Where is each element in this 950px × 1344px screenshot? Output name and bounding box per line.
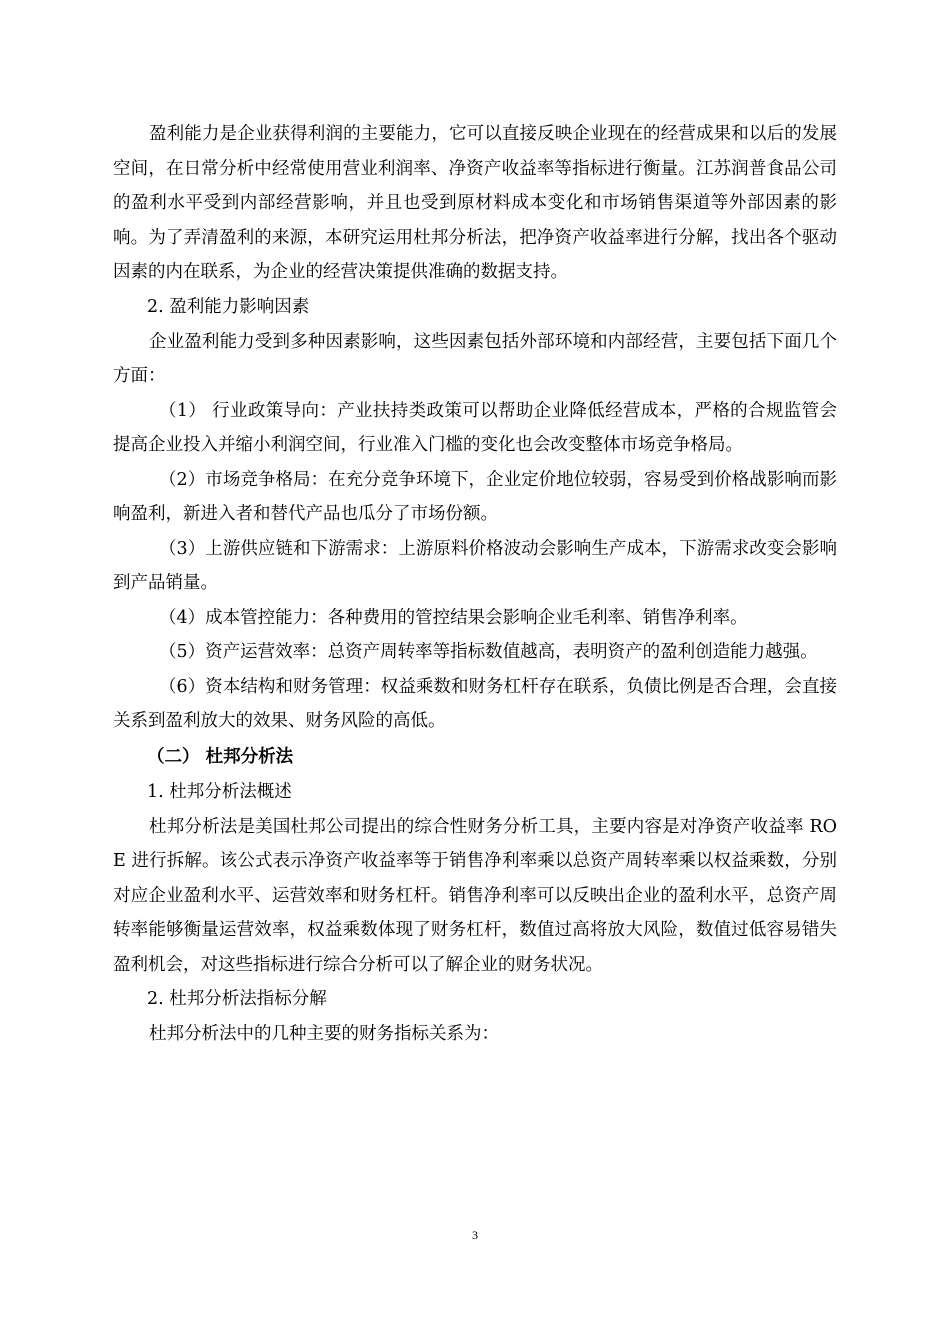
paragraph-factors-intro: 企业盈利能力受到多种因素影响，这些因素包括外部环境和内部经营，主要包括下面几个方面： [113,331,837,386]
subheading-dupont-decomposition: 2. 杜邦分析法指标分解 [147,989,327,1009]
paragraph-dupont-relations: 杜邦分析法中的几种主要的财务指标关系为： [149,1024,499,1044]
list-item-cost-control: （4）成本管控能力：各种费用的管控结果会影响企业毛利率、销售净利率。 [159,607,748,628]
list-item-supply-chain: （3）上游供应链和下游需求：上游原料价格波动会影响生产成本，下游需求改变会影响到产品销量。 [113,538,837,593]
list-item-industry-policy: （1） 行业政策导向：产业扶持类政策可以帮助企业降低经营成本，严格的合规监管会提高企业投入并缩小利润空间，行业准入门槛的变化也会改变整体市场竞争格局。 [113,400,837,455]
list-item-market-competition: （2）市场竞争格局：在充分竞争环境下，企业定价地位较弱，容易受到价格战影响而影响盈利，新进入者和替代产品也瓜分了市场份额。 [113,469,837,524]
subheading-influencing-factors: 2. 盈利能力影响因素 [147,296,310,317]
list-item-capital-structure: （6）资本结构和财务管理：权益乘数和财务杠杆存在联系，负债比例是否合理，会直接关系到盈利放大的效果、财务风险的高低。 [113,676,837,731]
page-content [113,117,837,1052]
list-item-asset-efficiency: （5）资产运营效率：总资产周转率等指标数值越高，表明资产的盈利创造能力越强。 [159,642,818,662]
paragraph-profitability-intro: 盈利能力是企业获得利润的主要能力，它可以直接反映企业现在的经营成果和以后的发展空间，在日常分析中经常使用营业利润率、净资产收益率等指标进行衡量。江苏润普食品公司的盈利水平受到内部经营影响，并且也受到原材料成本变化和市场销售渠道等外部因素的影响。为了弄清盈利的来源，本研究运用杜邦分析法，把净资产收益率进行分解，找出各个驱动因素的内在联系，为企业的经营决策提供准确的数据支持。 [113,124,837,282]
section-heading-dupont: （二） 杜邦分析法 [147,746,294,767]
subheading-dupont-overview: 1. 杜邦分析法概述 [147,781,292,802]
page-number: 3 [472,1228,478,1242]
paragraph-dupont-overview: 杜邦分析法是美国杜邦公司提出的综合性财务分析工具，主要内容是对净资产收益率 ROE 进行拆解。该公式表示净资产收益率等于销售净利率乘以总资产周转率乘以权益乘数，分别对应企业盈利水平、运营效率和财务杠杆。销售净利率可以反映出企业的盈利水平，总资产周转率能够衡量运营效率，权益乘数体现了财务杠杆，数值过高将放大风险，数值过低容易错失盈利机会，对这些指标进行综合分析可以了解企业的财务状况。 [113,816,837,975]
